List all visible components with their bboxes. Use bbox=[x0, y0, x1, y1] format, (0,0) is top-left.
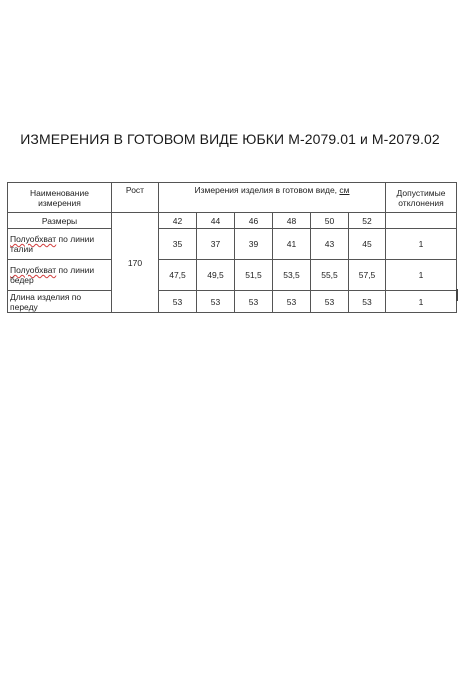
value-cell: 55,5 bbox=[311, 260, 349, 291]
value-cell: 39 bbox=[235, 229, 273, 260]
value-cell: 37 bbox=[197, 229, 235, 260]
tolerance-cell: 1 bbox=[386, 291, 457, 313]
value-cell: 47,5 bbox=[159, 260, 197, 291]
measurements-table bbox=[7, 182, 457, 313]
table-row bbox=[8, 291, 457, 313]
tolerance-cell: 1 bbox=[386, 229, 457, 260]
size-cell: 52 bbox=[349, 213, 386, 229]
value-cell: 53 bbox=[197, 291, 235, 313]
value-cell: 41 bbox=[273, 229, 311, 260]
value-cell: 53 bbox=[273, 291, 311, 313]
header-measurements-prefix: Измерения изделия в готовом виде, bbox=[194, 185, 340, 195]
row-name-length bbox=[8, 291, 112, 313]
value-cell: 51,5 bbox=[235, 260, 273, 291]
sizes-label: Размеры bbox=[8, 213, 112, 229]
size-cell: 50 bbox=[311, 213, 349, 229]
size-cell: 44 bbox=[197, 213, 235, 229]
size-cell: 48 bbox=[273, 213, 311, 229]
value-cell: 49,5 bbox=[197, 260, 235, 291]
value-cell: 53 bbox=[159, 291, 197, 313]
row-name-hips bbox=[8, 260, 112, 291]
header-measurement-name bbox=[8, 183, 112, 213]
value-cell: 57,5 bbox=[349, 260, 386, 291]
tolerance-empty-cell bbox=[386, 213, 457, 229]
value-cell: 53 bbox=[311, 291, 349, 313]
value-cell: 35 bbox=[159, 229, 197, 260]
value-cell: 53 bbox=[235, 291, 273, 313]
header-height: Рост bbox=[112, 183, 159, 213]
table-row bbox=[8, 229, 457, 260]
value-cell: 43 bbox=[311, 229, 349, 260]
page-title: ИЗМЕРЕНИЯ В ГОТОВОМ ВИДЕ ЮБКИ М-2079.01 и М-2079.02 bbox=[20, 131, 440, 147]
tolerance-cell: 1 bbox=[386, 260, 457, 291]
text-cursor-mark bbox=[456, 289, 458, 301]
row-name-rest: по линии бедер bbox=[10, 265, 95, 285]
value-cell: 45 bbox=[349, 229, 386, 260]
header-measurement-name-text: Наименование измерения bbox=[30, 187, 89, 208]
size-cell: 46 bbox=[235, 213, 273, 229]
value-cell: 53,5 bbox=[273, 260, 311, 291]
table-row bbox=[8, 260, 457, 291]
row-name-rest: по линии талии bbox=[10, 234, 95, 254]
value-cell: 53 bbox=[349, 291, 386, 313]
size-cell: 42 bbox=[159, 213, 197, 229]
row-name-waist bbox=[8, 229, 112, 260]
sizes-row bbox=[8, 213, 457, 229]
header-measurements-unit: см bbox=[339, 185, 350, 195]
row-name-underlined: Полуобхват bbox=[10, 265, 57, 275]
height-value: 170 bbox=[112, 213, 159, 313]
header-tolerance: Допустимые отклонения bbox=[386, 183, 457, 213]
table-header-row bbox=[8, 183, 457, 213]
row-name-rest: Длина изделия по переду bbox=[10, 291, 82, 312]
row-name-underlined: Полуобхват bbox=[10, 234, 57, 244]
header-measurements bbox=[159, 183, 386, 213]
